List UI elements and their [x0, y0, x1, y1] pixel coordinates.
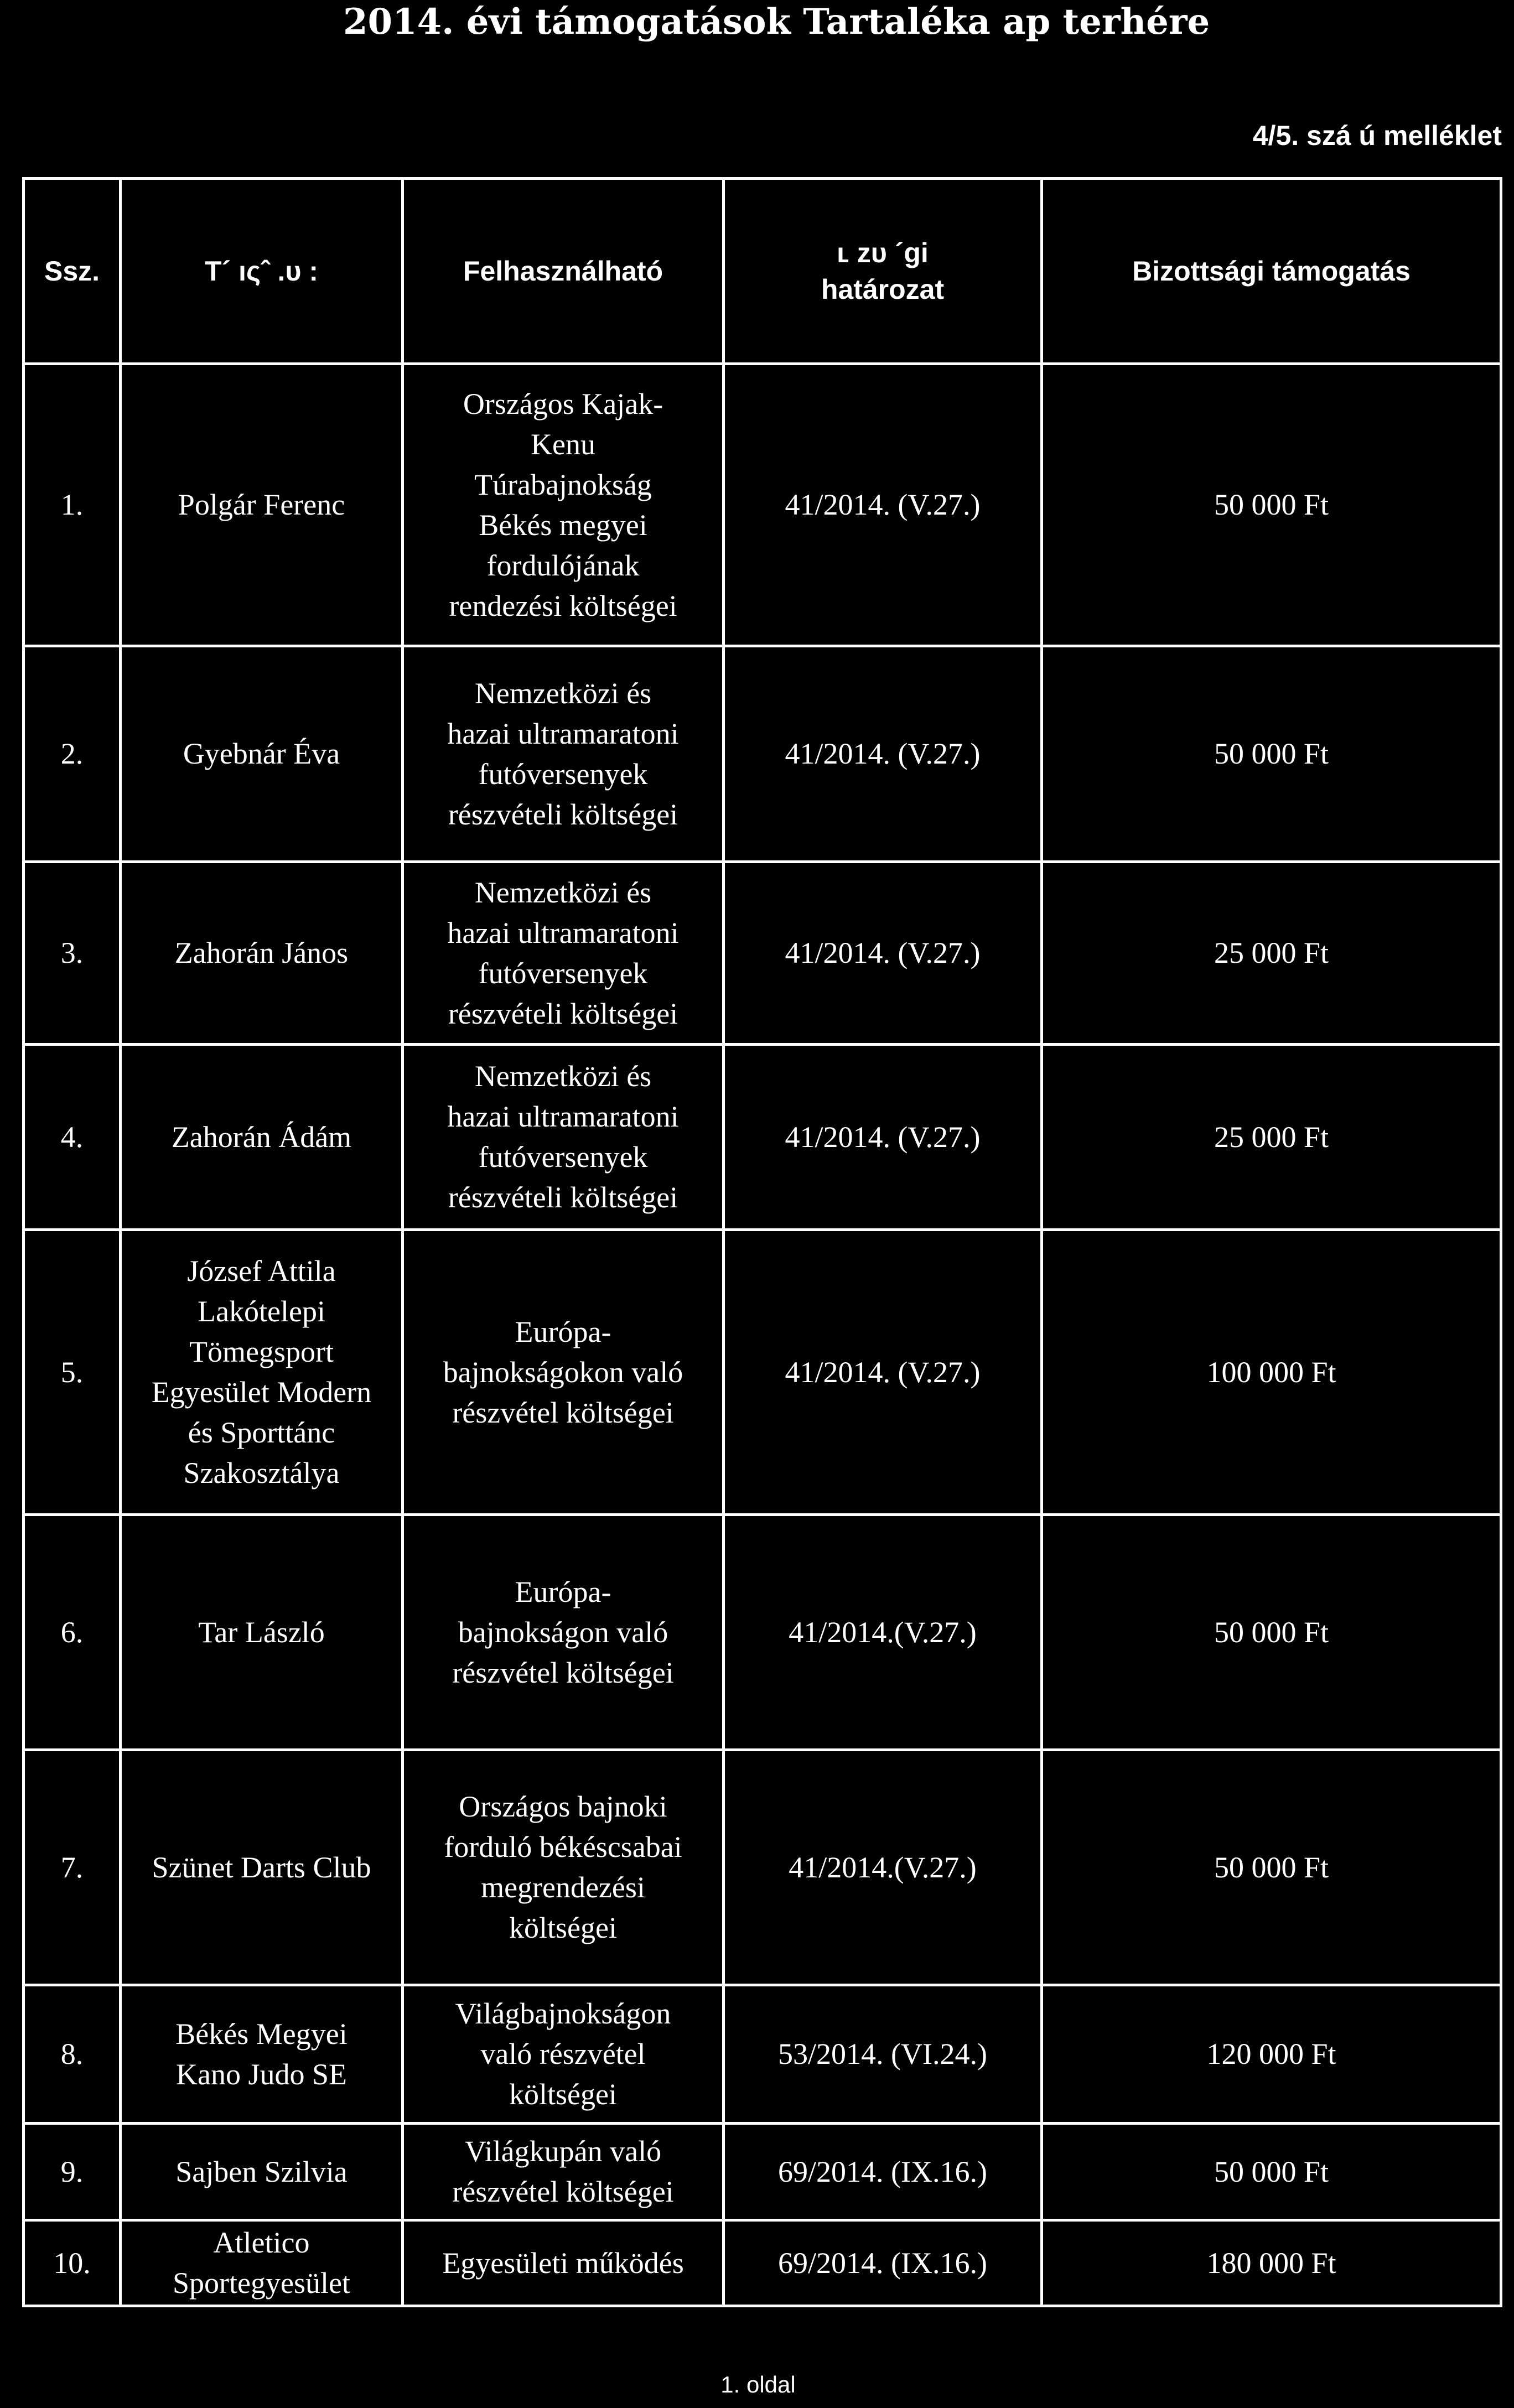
recipient-cell: Szünet Darts Club: [121, 1750, 403, 1985]
decision-cell: 41/2014.(V.27.): [724, 1750, 1042, 1985]
recipient-cell: Polgár Ferenc: [121, 364, 403, 646]
table-row: [24, 1985, 1501, 2124]
table-row: [24, 862, 1501, 1045]
table-row: [24, 1230, 1501, 1515]
amount-cell: 25 000 Ft: [1042, 862, 1501, 1045]
decision-cell: 41/2014. (V.27.): [724, 1230, 1042, 1515]
row-number: 5.: [24, 1230, 121, 1515]
row-number: 3.: [24, 862, 121, 1045]
decision-cell: 41/2014. (V.27.): [724, 364, 1042, 646]
page-number: 1. oldal: [720, 2371, 796, 2397]
amount-cell: 50 000 Ft: [1042, 364, 1501, 646]
row-number: 8.: [24, 1985, 121, 2124]
recipient-cell: József Attila Lakótelepi Tömegsport Egyesület Modern és Sporttánc Szakosztálya: [121, 1230, 403, 1515]
purpose-cell: Európa- bajnokságokon való részvétel költségei: [403, 1230, 724, 1515]
amount-cell: 50 000 Ft: [1042, 1515, 1501, 1750]
recipient-cell: Gyebnár Éva: [121, 646, 403, 862]
header-recipient: T´ ıςˆ .υ :: [121, 179, 403, 364]
decision-cell: 41/2014.(V.27.): [724, 1515, 1042, 1750]
recipient-cell: Atletico Sportegyesület: [121, 2220, 403, 2306]
header-serial: Ssz.: [24, 179, 121, 364]
recipient-cell: Békés Megyei Kano Judo SE: [121, 1985, 403, 2124]
table-row: [24, 646, 1501, 862]
decision-cell: 69/2014. (IX.16.): [724, 2220, 1042, 2306]
row-number: 2.: [24, 646, 121, 862]
table-row: [24, 2124, 1501, 2220]
amount-cell: 25 000 Ft: [1042, 1045, 1501, 1230]
row-number: 1.: [24, 364, 121, 646]
purpose-cell: Világbajnokságon való részvétel költségei: [403, 1985, 724, 2124]
header-decision: ʟ zυ ´gi határozat: [724, 179, 1042, 364]
amount-cell: 50 000 Ft: [1042, 1750, 1501, 1985]
decision-cell: 69/2014. (IX.16.): [724, 2124, 1042, 2220]
purpose-cell: Világkupán való részvétel költségei: [403, 2124, 724, 2220]
amount-cell: 180 000 Ft: [1042, 2220, 1501, 2306]
decision-cell: 41/2014. (V.27.): [724, 862, 1042, 1045]
annex-label: 4/5. szá ú melléklet: [1252, 120, 1502, 151]
header-amount: Bizottsági támogatás: [1042, 179, 1501, 364]
table-row: [24, 1750, 1501, 1985]
row-number: 9.: [24, 2124, 121, 2220]
amount-cell: 50 000 Ft: [1042, 2124, 1501, 2220]
purpose-cell: Nemzetközi és hazai ultramaratoni futóversenyek részvételi költségei: [403, 1045, 724, 1230]
purpose-cell: Nemzetközi és hazai ultramaratoni futóversenyek részvételi költségei: [403, 862, 724, 1045]
page-title: 2014. évi támogatások Tartaléka ap terhére: [343, 1, 1210, 43]
table-row: [24, 1045, 1501, 1230]
decision-cell: 53/2014. (VI.24.): [724, 1985, 1042, 2124]
table-row: [24, 2220, 1501, 2306]
decision-cell: 41/2014. (V.27.): [724, 646, 1042, 862]
recipient-cell: Zahorán Ádám: [121, 1045, 403, 1230]
purpose-cell: Országos Kajak- Kenu Túrabajnokság Békés megyei fordulójának rendezési költségei: [403, 364, 724, 646]
amount-cell: 100 000 Ft: [1042, 1230, 1501, 1515]
row-number: 10.: [24, 2220, 121, 2306]
support-table: [22, 177, 1502, 2307]
recipient-cell: Tar László: [121, 1515, 403, 1750]
purpose-cell: Nemzetközi és hazai ultramaratoni futóversenyek részvételi költségei: [403, 646, 724, 862]
decision-cell: 41/2014. (V.27.): [724, 1045, 1042, 1230]
amount-cell: 50 000 Ft: [1042, 646, 1501, 862]
purpose-cell: Egyesületi működés: [403, 2220, 724, 2306]
recipient-cell: Zahorán János: [121, 862, 403, 1045]
purpose-cell: Országos bajnoki forduló békéscsabai megrendezési költségei: [403, 1750, 724, 1985]
row-number: 7.: [24, 1750, 121, 1985]
table-row: [24, 1515, 1501, 1750]
recipient-cell: Sajben Szilvia: [121, 2124, 403, 2220]
header-purpose: Felhasználható: [403, 179, 724, 364]
amount-cell: 120 000 Ft: [1042, 1985, 1501, 2124]
purpose-cell: Európa- bajnokságon való részvétel költségei: [403, 1515, 724, 1750]
table-header-row: [24, 179, 1501, 364]
row-number: 4.: [24, 1045, 121, 1230]
row-number: 6.: [24, 1515, 121, 1750]
table-row: [24, 364, 1501, 646]
